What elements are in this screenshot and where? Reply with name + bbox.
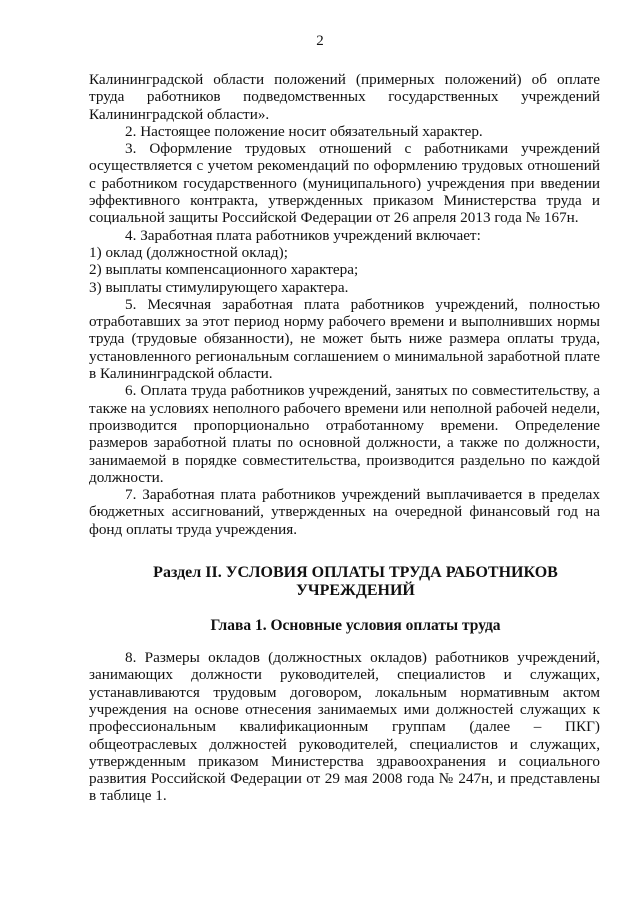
list-item-1: 1) оклад (должностной оклад);	[89, 243, 288, 261]
paragraph-5: 5. Месячная заработная плата работников учреждений, полностью отработавших за этот период норму рабочего времени и выполнивших нормы труда (трудовые обязанности), не может быть ниже размера оплаты труда, установленного региональным соглашением о минимальной заработной плате в Калининградской области.	[89, 295, 600, 383]
section-heading-line-1: Раздел II. УСЛОВИЯ ОПЛАТЫ ТРУДА РАБОТНИКОВ	[153, 564, 558, 582]
list-item-2: 2) выплаты компенсационного характера;	[89, 261, 359, 279]
section-heading-line-2: УЧРЕЖДЕНИЙ	[296, 582, 415, 600]
paragraph-4: 4. Заработная плата работников учреждений включает:	[125, 226, 481, 244]
document-body	[89, 71, 600, 805]
paragraph-continuation: Калининградской области положений (примерных положений) об оплате труда работников подведомственных государственных учреждений Калининградской области».	[89, 71, 600, 123]
paragraph-8: 8. Размеры окладов (должностных окладов) работников учреждений, занимающих должности руководителей, специалистов и служащих, устанавливаются трудовым договором, локальным нормативным актом учреждения на основе отнесения занимаемых ими должностей служащих к профессиональным квалификационным группам (далее – ПКГ) общеотраслевых должностей руководителей, специалистов и служащих, утвержденным приказом Министерства здравоохранения и социального развития Российской Федерации от 29 мая 2008 года № 247н, и представлены в таблице 1.	[89, 649, 600, 805]
paragraph-2: 2. Настоящее положение носит обязательный характер.	[125, 122, 483, 140]
paragraph-3: 3. Оформление трудовых отношений с работниками учреждений осуществляется с учетом рекомендаций по оформлению трудовых отношений с работником государственного (муниципального) учреждения при введении эффективного контракта, утвержденных приказом Министерства труда и социальной защиты Российской Федерации от 26 апреля 2013 года № 167н.	[89, 140, 600, 227]
section-heading	[89, 564, 600, 600]
paragraph-7: 7. Заработная плата работников учреждений выплачивается в пределах бюджетных ассигнований, утвержденных на очередной финансовый год на фонд оплаты труда учреждения.	[89, 486, 600, 538]
list-item-3: 3) выплаты стимулирующего характера.	[89, 278, 349, 296]
chapter-heading: Глава 1. Основные условия оплаты труда	[210, 617, 501, 635]
paragraph-6: 6. Оплата труда работников учреждений, занятых по совместительству, а также на условиях неполного рабочего времени или неполной рабочей недели, производится пропорционально отработанному времени. Определение размеров заработной платы по основной должности, а также по должности, занимаемой в порядке совместительства, производится раздельно по каждой должности.	[89, 382, 600, 486]
page-number: 2	[316, 33, 324, 49]
